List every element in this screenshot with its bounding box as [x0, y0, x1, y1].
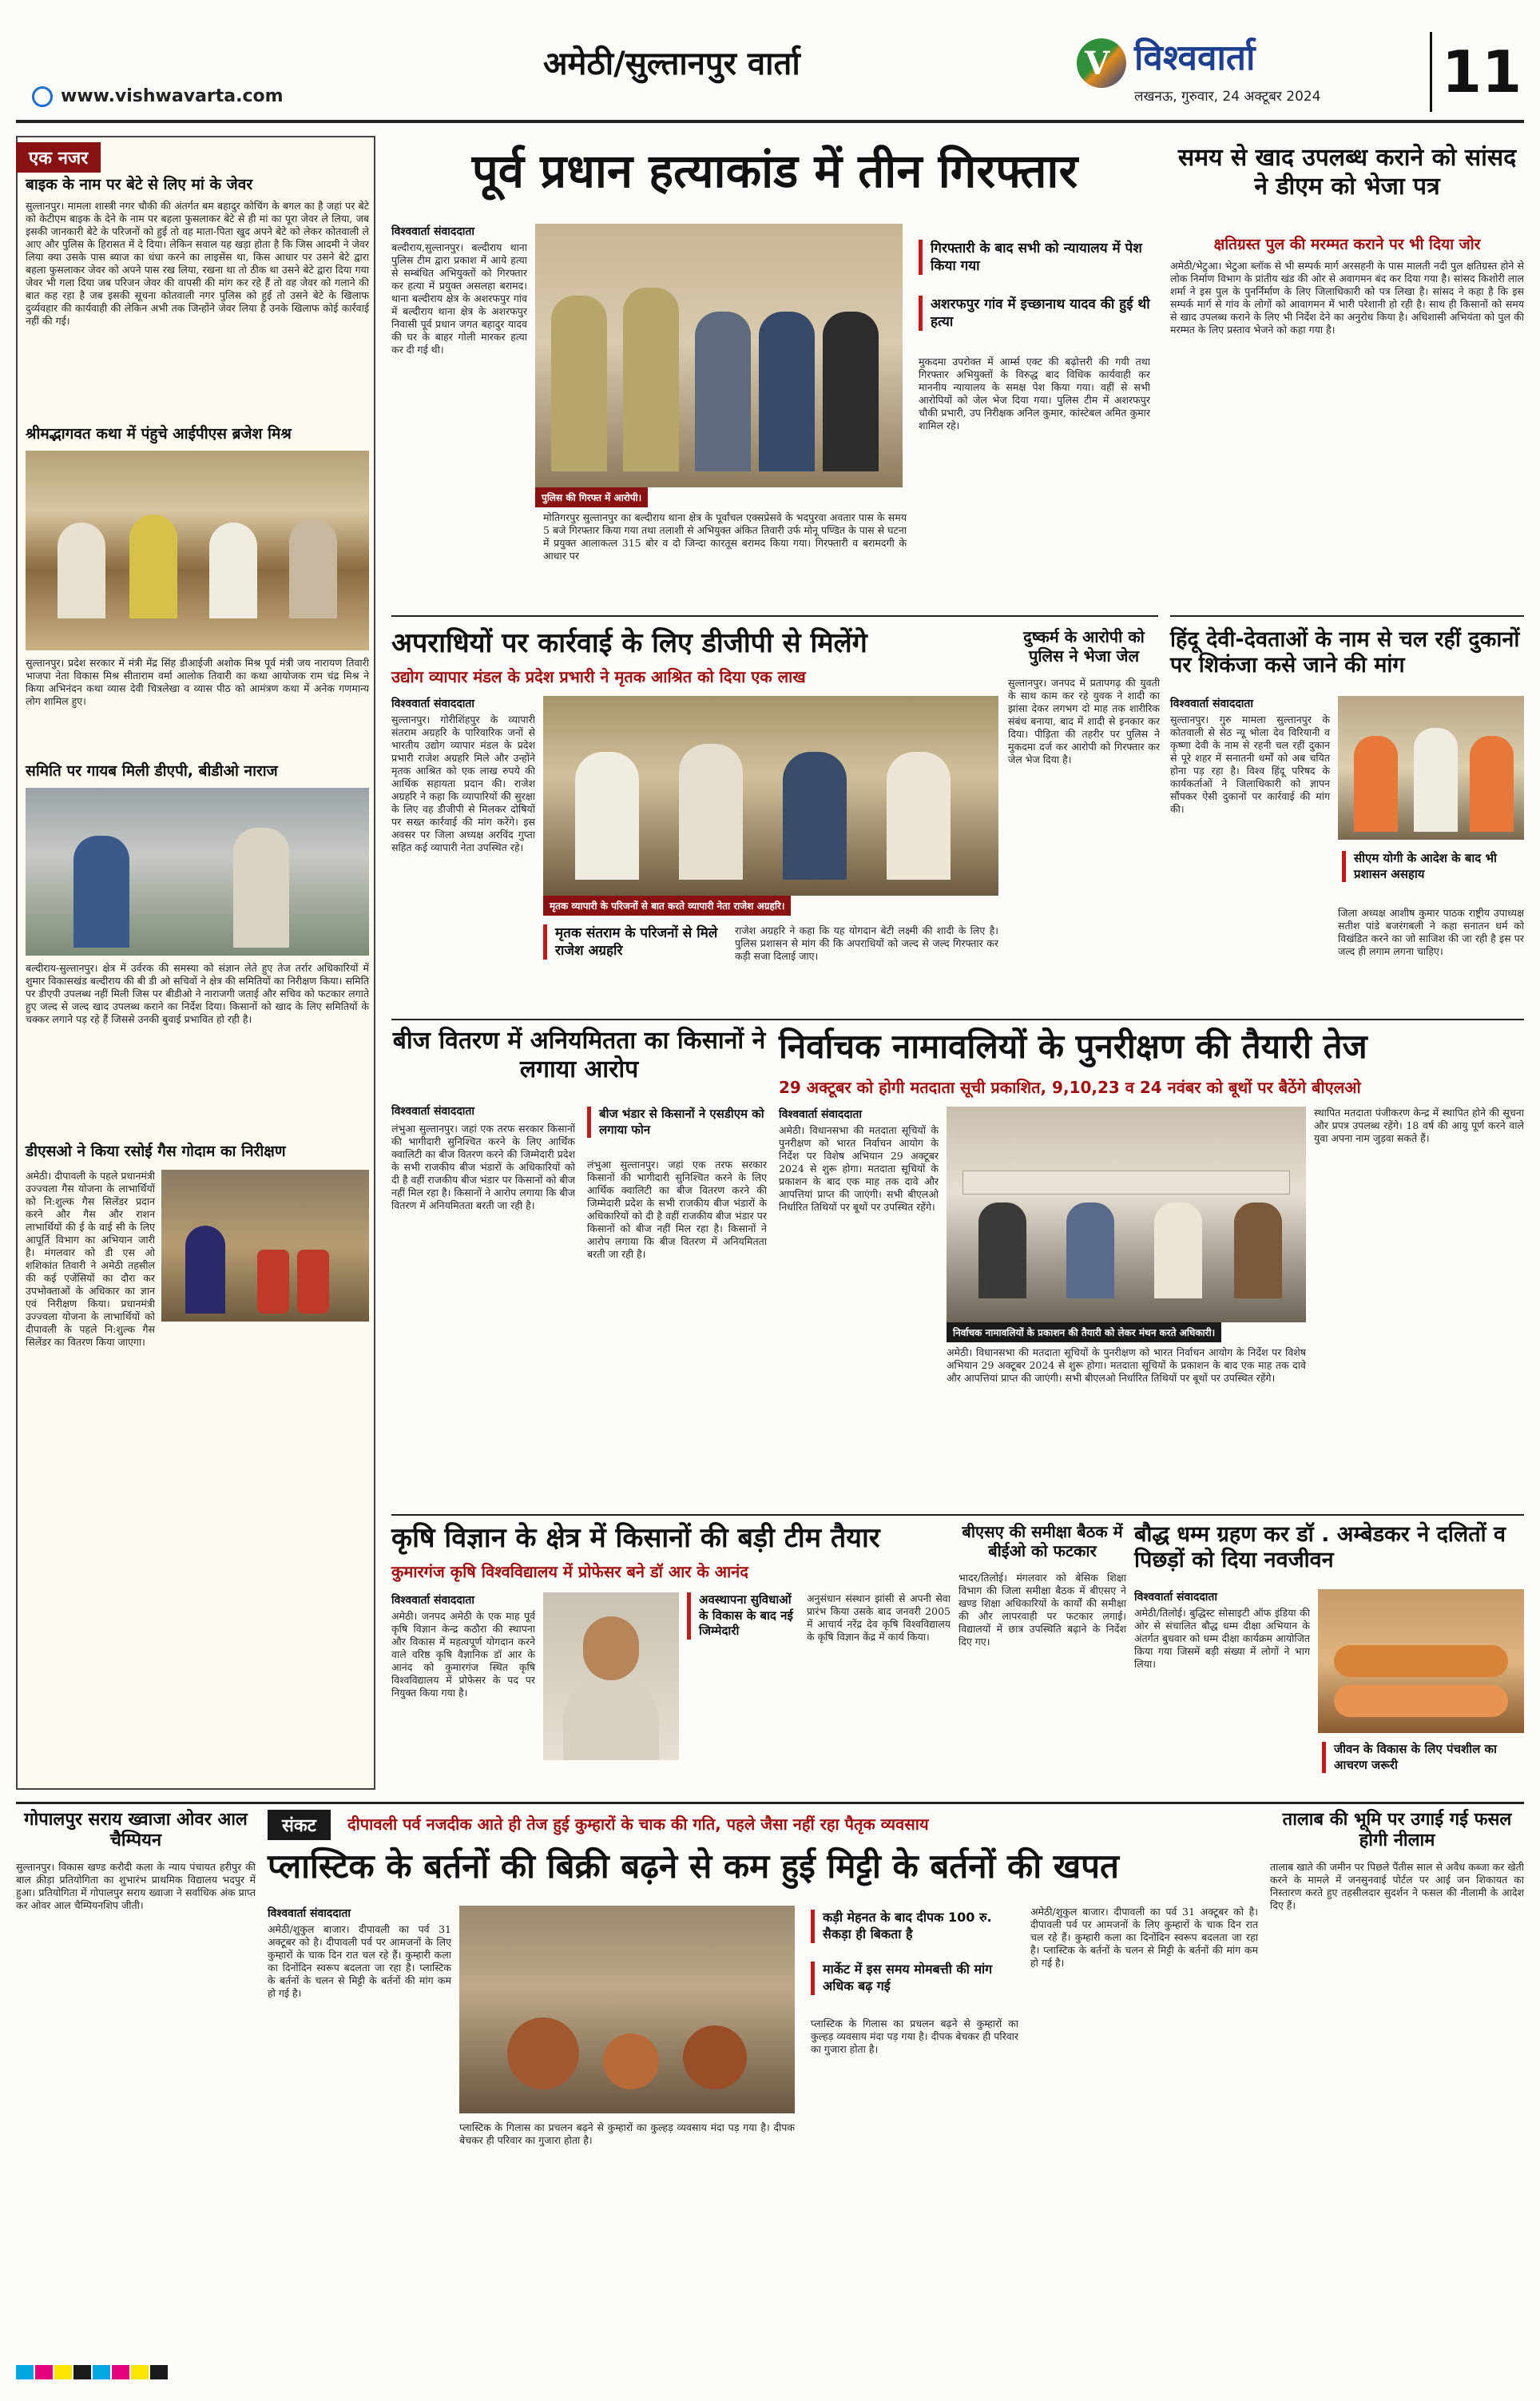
krishi-subhead: कुमारगंज कृषि विश्वविद्यालय में प्रोफेसर बने डॉ आर के आनंद	[391, 1562, 748, 1581]
plastic-tag: संकट	[268, 1810, 331, 1840]
bottom-rule	[16, 1802, 1524, 1804]
dateline: लखनऊ, गुरुवार, 24 अक्टूबर 2024	[1134, 89, 1321, 105]
buddha-headline: बौद्ध धम्म ग्रहण कर डॉ . अम्बेडकर ने दलितों व पिछड़ों को दिया नवजीवन	[1134, 1522, 1506, 1573]
hindu-body: सुल्तानपुर। गुरु मामला सुल्तानपुर के कोतवाली से सेठ न्यू भोला देव विरियानी व कृष्णा देवी के नाम से रहनी चल रहीं दुकान से पूरे शहर में सनातनी धर्मों को अब चयित होना पड़ रहा है। विश्व हिंदू परिषद के कार्यकर्ताओं ने जिलाधिकारी को ज्ञापन सौंपकर ऐसी दुकानों पर कार्रवाई की मांग की।	[1170, 714, 1330, 815]
lead-headline: पूर्व प्रधान हत्याकांड में तीन गिरफ्तार	[471, 144, 1078, 198]
talab-story	[1270, 1810, 1524, 2305]
beej-body-cont: लंभुआ सुल्तानपुर। जहां एक तरफ सरकार किसानों की भागीदारी सुनिश्चित करने के लिए आर्थिक क्वालिटी का बीज वितरण करने की जिम्मेदारी प्रदेश के सभी राजकीय बीज भंडारों के अधिकारियों को दी है वहीं राजकीय बीज भंडार पर किसानों को बीज नहीं मिल रहा है। किसानों ने आरोप लगाया कि बीज वितरण में अनियमितता बरती जा रही है।	[587, 1159, 767, 1260]
right-top-story	[1170, 136, 1524, 615]
buddha-caption: जीवन के विकास के लिए पंचशील का आचरण जरूरी	[1322, 1742, 1524, 1773]
lead-photo-caption: पुलिस की गिरफ्त में आरोपी।	[535, 487, 648, 507]
plastic-body: अमेठी/शुकुल बाजार। दीपावली का पर्व 31 अक्टूबर को है। दीपावली पर्व पर आमजनों के लिए कुम्हारों के चाक दिन रात चल रहे हैं। कुम्हारी कला का दिनोंदिन स्वरूप बदलता जा रहा है। प्लास्टिक के बर्तनों के चलन से मिट्टी के बर्तनों की मांग कम हो गई है।	[268, 1923, 451, 1999]
dgp-body2: राजेश अग्रहरि ने कहा कि यह योगदान बेटी लक्ष्मी की शादी के लिए है। पुलिस प्रशासन से मांग की कि अपराधियों को जल्द से जल्द गिरफ्तार कर कड़ी सजा दिलाई जाए।	[735, 924, 998, 962]
website-url[interactable]: www.vishwavarta.com	[61, 86, 284, 106]
krishi-pullquote: अवस्थापना सुविधाओं के विकास के बाद नई जिम्मेदारी	[687, 1592, 799, 1640]
rt-body: अमेठी/भेटुआ। भेटुआ ब्लॉक से भी सम्पर्क मार्ग अरसहनी के पास मालती नदी पुल क्षतिग्रस्त होने से लोक निर्माण विभाग के प्रांतीय खंड की ओर से अवागमन बंद कर दिया गया है। सांसद किशोरी लाल शर्मा ने इस पुल के पुनर्निर्माण के लिए जिलाधिकारी को पत्र लिखा है। सांसद ने कहा है कि इस सम्पर्क मार्ग से गांव के लोगों को आवागमन में भारी परेशानी हो रही है। साथ ही किसानों को समय से खाद उपलब्ध कराने के लिए भी निर्देश देने का अनुरोध किया है। अधिशासी अभियंता को पुल की मरम्मत के लिए प्रस्ताव भेजने को कहा गया है।	[1170, 260, 1524, 336]
bsa-story	[959, 1522, 1126, 1798]
beej-body: लंभुआ सुल्तानपुर। जहां एक तरफ सरकार किसानों की भागीदारी सुनिश्चित करने के लिए आर्थिक क्वालिटी का बीज वितरण करने की जिम्मेदारी प्रदेश के सभी राजकीय बीज भंडारों के अधिकारियों को दी है वहीं राजकीय बीज भंडार पर किसानों को बीज नहीं मिल रहा है। किसानों ने आरोप लगाया कि बीज वितरण में अनियमितता बरती जा रही है।	[391, 1123, 575, 1211]
hindu-headline: हिंदू देवी-देवताओं के नाम से चल रहीं दुकानों पर शिकंजा कसे जाने की मांग	[1170, 627, 1520, 678]
gopalpur-headline: गोपालपुर सराय ख्वाजा ओवर आल चैम्पियन	[24, 1810, 248, 1851]
beej-headline: बीज वितरण में अनियमितता का किसानों ने लगाया आरोप	[392, 1027, 766, 1083]
beej-byline: विश्ववार्ता संवाददाता	[391, 1105, 475, 1118]
lead-body1: बल्दीराय,सुल्तानपुर। बल्दीराय थाना पुलिस टीम द्वारा प्रकाश में आये हत्या से सम्बंधित अभियुक्तों को गिरफ्तार कर हत्या में प्रयुक्त असलहा बरामद। थाना बल्दीराय क्षेत्र के अशरफपुर गांव में बल्दीराय थाना क्षेत्र के अशरफपुर निवासी पूर्व प्रधान जगत बहादुर यादव की घर के बाहर गोली मारकर हत्या कर दी गई थी।	[391, 241, 527, 356]
nirvachak-story	[779, 1027, 1524, 1506]
buddha-body: अमेठी/तिलोई। बुद्धिस्ट सोसाइटी ऑफ इंडिया की ओर से संचालित बौद्ध धम्म दीक्षा अभियान के अंतर्गत बुधवार को धम्म दीक्षा कार्यक्रम आयोजित किया गया जिसमें बड़ी संख्या में लोगों ने भाग लिया।	[1134, 1607, 1310, 1670]
column-tag: एक नजर	[16, 142, 101, 173]
brand-name: विश्ववार्ता	[1134, 38, 1256, 78]
beej-pullquote: बीज भंडार से किसानों ने एसडीएम को लगाया फोन	[587, 1107, 767, 1138]
lead-byline: विश्ववार्ता संवाददाता	[391, 225, 475, 238]
plastic-body-cont: प्लास्टिक के गिलास का प्रचलन बढ़ने से कुम्हारों का कुल्हड़ व्यवसाय मंदा पड़ गया है। दीपक बेचकर ही परिवार का गुजारा होता है।	[459, 2121, 795, 2146]
gopalpur-body: सुल्तानपुर। विकास खण्ड करौदी कला के न्याय पंचायत हरीपुर की बाल क्रीड़ा प्रतियोगिता का शुभारंभ प्राथमिक विद्यालय भदपुर में हुआ। प्रतियोगिता में गोपालपुर सराय ख्वाजा ने सर्वाधिक अंक प्राप्त कर ओवर आल चैम्पियनशिप जीती।	[16, 1861, 256, 1911]
dgp-byline: विश्ववार्ता संवाददाता	[391, 698, 475, 710]
rt-subhead: क्षतिग्रस्त पुल की मरम्मत कराने पर भी दिया जोर	[1213, 236, 1481, 253]
masthead	[0, 0, 1540, 120]
hindu-story	[1170, 627, 1524, 1011]
talab-headline: तालाब की भूमि पर उगाई गई फसल होगी नीलाम	[1282, 1810, 1512, 1851]
dushkarm-headline: दुष्कर्म के आरोपी को पुलिस ने भेजा जेल	[1023, 627, 1145, 666]
plastic-body2: प्लास्टिक के गिलास का प्रचलन बढ़ने से कुम्हारों का कुल्हड़ व्यवसाय मंदा पड़ गया है। दीपक बेचकर ही परिवार का गुजारा होता है।	[811, 2017, 1018, 2055]
dushkarm-story	[1008, 627, 1160, 1011]
story4-headline: डीएसओ ने किया रसोई गैस गोदाम का निरीक्षण	[26, 1143, 286, 1160]
section-title: अमेठी/सुल्तानपुर वार्ता	[543, 46, 800, 82]
krishi-byline: विश्ववार्ता संवाददाता	[391, 1594, 475, 1607]
buddha-story	[1134, 1522, 1524, 1798]
story3-body: बल्दीराय-सुल्तानपुर। क्षेत्र में उर्वरक की समस्या को संज्ञान लेते हुए तेज तर्रार अधिकारियों में शुमार विकासखंड बल्दीराय की बी डी ओ सचिवों ने क्षेत्र की समितियों का निरीक्षण किया। समिति पर डीएपी उपलब्ध नहीं मिली जिस पर बीडीओ ने नाराजगी जताई और सचिव को फटकार लगाते हुए जल्द से जल्द खाद उपलब्ध कराने का निर्देश दिया। किसानों को खाद के लिए समितियों के चक्कर लगाने पड़ रहे हैं जिससे उनकी बुवाई प्रभावित हो रही है।	[26, 962, 369, 1025]
dgp-pullquote: मृतक संतराम के परिजनों से मिले राजेश अग्रहरि	[543, 924, 719, 960]
pottery-photo	[459, 1906, 795, 2113]
beej-story	[391, 1027, 767, 1506]
registration-strip	[16, 2365, 1524, 2384]
krishi-body2: अनुसंधान संस्थान झांसी से अपनी सेवा प्रारंभ किया उसके बाद जनवरी 2005 में आचार्य नरेंद्र देव कृषि विश्वविद्यालय के कृषि विज्ञान केंद्र में कार्य किया।	[807, 1592, 951, 1643]
nirvachak-body3: अमेठी। विधानसभा की मतदाता सूचियों के पुनरीक्षण को भारत निर्वाचन आयोग के निर्देश पर विशेष अभियान 29 अक्टूबर 2024 से शुरू होगा। मतदाता सूचियों के प्रकाशन के बाद एक माह तक दावे और आपत्तियां प्राप्त की जाएंगी। सभी बीएलओ निर्धारित तिथियों पर बूथों पर उपस्थित रहेंगे।	[947, 1346, 1306, 1384]
rt-bottom-rule	[1170, 615, 1524, 617]
mid-rule-2	[391, 1514, 1524, 1516]
plastic-body3: अमेठी/शुकुल बाजार। दीपावली का पर्व 31 अक्टूबर को है। दीपावली पर्व पर आमजनों के लिए कुम्हारों के चाक दिन रात चल रहे हैं। कुम्हारी कला का दिनोंदिन स्वरूप बदलता जा रहा है। प्लास्टिक के बर्तनों के चलन से मिट्टी के बर्तनों की मांग कम हो गई है।	[1030, 1906, 1258, 1969]
web-icon	[32, 86, 53, 107]
lead-photo	[535, 224, 903, 487]
left-column	[16, 136, 375, 1790]
plastic-kicker: दीपावली पर्व नजदीक आते ही तेज हुई कुम्हारों के चाक की गति, पहले जैसा नहीं रहा पैतृक व्यवसाय	[347, 1815, 929, 1834]
lead-story	[391, 136, 1158, 511]
gas-godown-photo	[161, 1170, 369, 1322]
buddha-byline: विश्ववार्ता संवाददाता	[1134, 1591, 1218, 1604]
lead-pullquote-2: अशरफपुर गांव में इच्छानाथ यादव की हुई थी हत्या	[919, 296, 1150, 331]
rt-headline: समय से खाद उपलब्ध कराने को सांसद ने डीएम को भेजा पत्र	[1177, 144, 1517, 201]
bsa-body: भादर/तिलोई। मंगलवार को बेसिक शिक्षा विभाग की जिला समीक्षा बैठक में बीएसए ने खण्ड शिक्षा अधिकारियों के कार्यों की समीक्षा की और लापरवाही पर फटकार लगाई। विद्यालयों में छात्र उपस्थिति बढ़ाने के निर्देश दिए गए।	[959, 1572, 1126, 1648]
plastic-story	[268, 1810, 1258, 2305]
bhagwat-katha-photo	[26, 451, 369, 650]
dgp-subhead: उद्योग व्यापार मंडल के प्रदेश प्रभारी ने मृतक आश्रित को दिया एक लाख	[391, 667, 806, 686]
krishi-story	[391, 1522, 951, 1798]
story3-headline: समिति पर गायब मिली डीएपी, बीडीओ नाराज	[26, 762, 278, 780]
dgp-headline: अपराधियों पर कार्रवाई के लिए डीजीपी से मिलेंगे	[391, 627, 867, 659]
dgp-body: सुल्तानपुर। गोरीशिंहपुर के व्यापारी संतराम अग्रहरि के पारिवारिक जनों से भारतीय उद्योग व्यापार मंडल के प्रदेश प्रभारी राजेश अग्रहरि मिले और उन्होंने मृतक आश्रित को एक लाख रुपये की आर्थिक सहायता प्रदान की। राजेश अग्रहरि ने कहा कि व्यापारियों की सुरक्षा के लिए वह डीजीपी से मिलकर दोषियों पर सख्त कार्रवाई की मांग करेंगे। इस अवसर पर जिला अध्यक्ष अरविंद गुप्ता सहित कई व्यापारी नेता उपस्थित रहे।	[391, 714, 535, 853]
plastic-headline: प्लास्टिक के बर्तनों की बिक्री बढ़ने से कम हुई मिट्टी के बर्तनों की खपत	[268, 1846, 1119, 1886]
story2-headline: श्रीमद्भागवत कथा में पंहुचे आईपीएस ब्रजेश मिश्र	[26, 425, 292, 443]
story1-body: सुल्तानपुर। मामला शास्त्री नगर चौकी की अंतर्गत बम बहादुर कोचिंग के बगल का है जहां पर बेटे को केटीएम बाइक के देने के नाम पर बहला फुसलाकर बेटे से ही मां का पूरा जेवर ले लिया, जब इसकी जानकारी बेटे के परिजनों को हुई तो वह माता-पिता खुद अपने बेटे को लेकर कोतवाली ले आए और पुलिस के हिरासत में दे दिया। लेकिन सवाल यह खड़ा होता है कि जिस आदमी ने जेवर लिया क्या उसके पास ब्याज का धंधा करने का लाइसेंस था, किस आधार पर उसने बेटे द्वारा बहला फुसलाकर जेवर को अपने पास रख लिया, रखना था तो ठीक था उसने बेटे द्वारा दिया गया जेवर भी गला दिया जब परिजन जेवर की वापसी की मांग कर रहे हैं तो वह जेवर को गलाने की बात कह रहा है जब इसकी सूचना कोतवाली नगर पुलिस को हुई तो उसने बेटे के खिलाफ दुर्व्यवहार की कार्यवाही की लेकिन अभी तक जिन्होंने जेवर लिया है उनके खिलाफ कोई कार्रवाई नहीं की गई।	[26, 200, 369, 327]
hindu-caption: सीएम योगी के आदेश के बाद भी प्रशासन असहाय	[1342, 851, 1524, 882]
dgp-photo	[543, 696, 998, 896]
mid-rule-1	[391, 1019, 1524, 1020]
dgp-photo-caption: मृतक व्यापारी के परिजनों से बात करते व्यापारी नेता राजेश अग्रहरि।	[543, 896, 791, 916]
nirvachak-headline: निर्वाचक नामावलियों के पुनरीक्षण की तैयारी तेज	[779, 1027, 1367, 1066]
hindu-byline: विश्ववार्ता संवाददाता	[1170, 698, 1254, 710]
page-number: 11	[1442, 38, 1522, 105]
buddha-photo	[1318, 1589, 1524, 1733]
lead-body3: मुकदमा उपरोक्त में आर्म्स एक्ट की बढ़ोत्तरी की गयी तथा गिरफ्तार अभियुक्तों के विरुद्ध बाद विधिक कार्यवाही कर माननीय न्यायालय के समक्ष पेश किया गया। वहीं से सभी आरोपियों को जेल भेज दिया गया। पुलिस टीम में अशरफपुर चौकी प्रभारी, उप निरीक्षक अनिल कुमार, कांस्टेबल अमित कुमार शामिल रहे।	[919, 356, 1150, 431]
story1-headline: बाइक के नाम पर बेटे से लिए मां के जेवर	[26, 176, 253, 193]
page-number-box	[1430, 32, 1522, 112]
bsa-headline: बीएसए की समीक्षा बैठक में बीईओ को फटकार	[962, 1522, 1123, 1560]
brand-logo: V	[1077, 38, 1126, 88]
nirvachak-body2: स्थापित मतदाता पंजीकरण केन्द्र में स्थापित होने की सूचना और प्रपत्र उपलब्ध रहेंगे। 18 वर्ष की आयु पूर्ण करने वाले युवा अपना नाम जुड़वा सकते हैं।	[1314, 1107, 1524, 1144]
story2-body: सुल्तानपुर। प्रदेश सरकार में मंत्री मेंद्र सिंह डीआईजी अशोक मिश्र पूर्व मंत्री जय नारायण तिवारी भाजपा नेता विकास मिश्र सीताराम वर्मा आलोक तिवारी का कथा आयोजक राम चंद्र मिश्र ने किया अभिनंदन कथा व्यास देवी चित्रलेखा व व्यास पीठ को आमंत्रण कथा में अनेक गणमान्य लोग शामिल हुए।	[26, 657, 369, 707]
dgp-story	[391, 627, 998, 1011]
hindu-body2: जिला अध्यक्ष आशीष कुमार पाठक राष्ट्रीय उपाध्यक्ष सतीश पांडे बजरंगबली ने कहा सनातन धर्म को विखंडित करने का जो साजिश की जा रही है इस पर जल्द ही लगाम लगना चाहिए।	[1338, 907, 1524, 957]
plastic-byline: विश्ववार्ता संवाददाता	[268, 1907, 351, 1920]
krishi-body: अमेठी। जनपद अमेठी के एक माह पूर्व कृषि विज्ञान केन्द्र कठौरा की स्थापना और विकास में महत्वपूर्ण योगदान करने वाले वरिष्ठ कृषि वैज्ञानिक डॉ आर के आनंद को कुमारगंज स्थित कृषि विश्वविद्यालय में प्रोफेसर के पद पर नियुक्त किया गया है।	[391, 1610, 535, 1699]
nirvachak-caption: निर्वाचक नामावलियों के प्रकाशन की तैयारी को लेकर मंथन करते अधिकारी।	[947, 1322, 1221, 1342]
lead-bottom-rule	[391, 615, 1158, 617]
plastic-pullquote-2: मार्केट में इस समय मोमबत्ती की मांग अधिक बढ़ गई	[811, 1962, 1018, 1995]
gopalpur-story	[16, 1810, 256, 2305]
story4-body: अमेठी। दीपावली के पहले प्रधानमंत्री उज्ज्वला गैस योजना के लाभार्थियों को नि:शुल्क गैस सिलेंडर प्रदान करने और गैस और राशन लाभार्थियों की ई के वाई सी के लिए आपूर्ति विभाग का अभियान जारी है। मंगलवार को डी एस ओ शशिकांत तिवारी ने अमेठी तहसील की कई एजेंसियों का दौरा कर उपभोक्ताओं के अधिकार का ज्ञान एवं निरीक्षण किया। प्रधानमंत्री उज्ज्वला योजना के लाभार्थियों को दीपावली के पहले नि:शुल्क गैस सिलेंडर का वितरण किया जाएगा।	[26, 1170, 155, 1348]
dushkarm-body: सुल्तानपुर। जनपद में प्रतापगढ़ की युवती के साथ काम कर रहे युवक ने शादी का झांसा देकर लगभग दो माह तक शारीरिक संबंध बनाया, बाद में शादी से इनकार कर दिया। पीड़िता की तहरीर पर पुलिस ने मुकदमा दर्ज कर आरोपी को गिरफ्तार कर जेल भेज दिया है।	[1008, 677, 1160, 765]
talab-body: तालाब खाते की जमीन पर पिछले पैंतीस साल से अवैध कब्जा कर खेती करने के मामले में जनसुनवाई पोर्टल पर आई जन शिकायत का निस्तारण करते हुए तहसीलदार सुदर्शन ने फसल की नीलामी के आदेश दिए हैं।	[1270, 1861, 1524, 1911]
lead-body2: मोतिगरपुर सुल्तानपुर का बल्दीराय थाना क्षेत्र के पूर्वांचल एक्सप्रेसवे के भदपुरवा अवतार पास के समय 5 बजे गिरफ्तार किया गया तथा तलाशी से अभियुक्त अंकित तिवारी उर्फ मोनू पण्डित के पास से घटना में प्रयुक्त आलाकत्ल 315 बोर व दो जिन्दा कारतूस बरामद किया गया। गिरफ्तारी व बरामदगी के आधार पर	[543, 511, 907, 562]
dap-inspection-photo	[26, 788, 369, 956]
nirvachak-body: अमेठी। विधानसभा की मतदाता सूचियों के पुनरीक्षण को भारत निर्वाचन आयोग के निर्देश पर विशेष अभियान 29 अक्टूबर 2024 से शुरू होगा। मतदाता सूचियों के प्रकाशन के बाद एक माह तक दावे और आपत्तियां प्राप्त की जाएंगी। सभी बीएलओ निर्धारित तिथियों पर बूथों पर उपस्थित रहेंगे।	[779, 1124, 939, 1213]
masthead-rule	[16, 120, 1524, 123]
plastic-pullquote-1: कड़ी मेहनत के बाद दीपक 100 रु. सैकड़ा ही बिकता है	[811, 1910, 1018, 1943]
krishi-headline: कृषि विज्ञान के क्षेत्र में किसानों की बड़ी टीम तैयार	[391, 1522, 880, 1554]
nirvachak-subhead: 29 अक्टूबर को होगी मतदाता सूची प्रकाशित, 9,10,23 व 24 नवंबर को बूथों पर बैठेंगे बीएलओ	[779, 1078, 1361, 1097]
nirvachak-photo	[947, 1107, 1306, 1322]
nirvachak-byline: विश्ववार्ता संवाददाता	[779, 1108, 863, 1121]
lead-pullquote-1: गिरफ्तारी के बाद सभी को न्यायालय में पेश किया गया	[919, 240, 1150, 275]
hindu-photo	[1338, 696, 1524, 840]
krishi-portrait	[543, 1592, 679, 1760]
